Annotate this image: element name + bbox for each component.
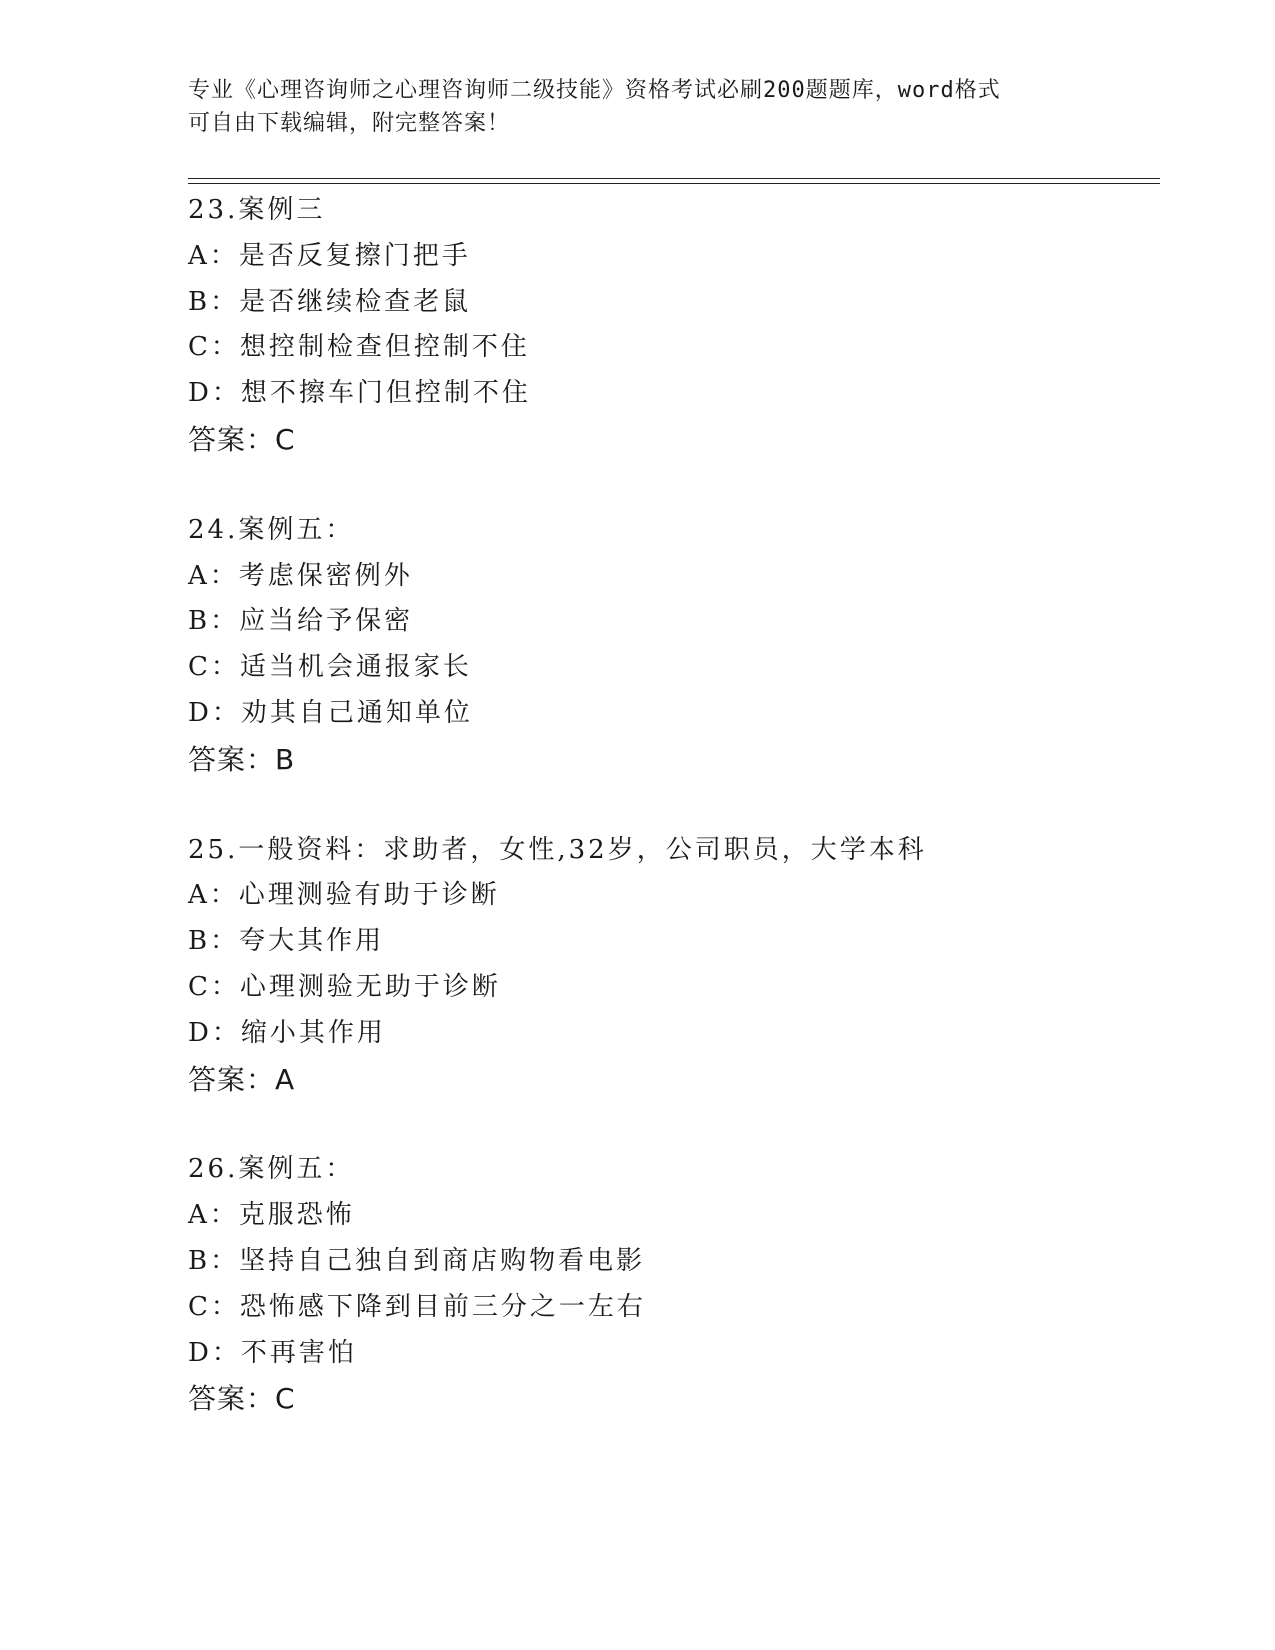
option-b: B：夸大其作用 [188, 926, 385, 957]
option-d: D：缩小其作用 [188, 1017, 386, 1048]
header-line-2: 可自由下载编辑，附完整答案！ [188, 111, 511, 136]
answer-label: 答案：C [188, 1382, 296, 1416]
option-d: D：不再害怕 [188, 1337, 357, 1368]
question-title: 25.一般资料：求助者，女性,32岁，公司职员，大学本科 [188, 834, 927, 865]
option-d: D：想不擦车门但控制不住 [188, 378, 531, 409]
question-list [188, 188, 1148, 1467]
option-b: B：应当给予保密 [188, 606, 414, 637]
option-c: C：恐怖感下降到目前三分之一左右 [188, 1291, 646, 1322]
answer-label: 答案：A [188, 1062, 296, 1096]
question-26 [188, 1147, 1148, 1422]
question-title: 23.案例三 [188, 195, 326, 225]
question-24 [188, 508, 1148, 783]
option-c: C：心理测验无助于诊断 [188, 971, 501, 1002]
option-a: A：是否反复擦门把手 [188, 240, 471, 271]
question-23 [188, 188, 1148, 463]
option-c: C：适当机会通报家长 [188, 652, 472, 683]
header-divider-top [188, 178, 1160, 179]
option-b: B：是否继续检查老鼠 [188, 286, 472, 317]
document-header [188, 74, 1088, 140]
option-c: C：想控制检查但控制不住 [188, 332, 530, 363]
answer-label: 答案：C [188, 422, 296, 456]
question-title: 26.案例五： [188, 1154, 355, 1185]
option-a: A：克服恐怖 [188, 1200, 355, 1231]
option-a: A：考虑保密例外 [188, 560, 413, 591]
option-d: D：劝其自己通知单位 [188, 697, 473, 728]
option-b: B：坚持自己独自到商店购物看电影 [188, 1245, 646, 1276]
answer-label: 答案：B [188, 742, 296, 776]
question-25 [188, 828, 1148, 1103]
question-title: 24.案例五： [188, 514, 355, 545]
header-divider-bottom [188, 183, 1160, 184]
option-a: A：心理测验有助于诊断 [188, 880, 500, 911]
header-line-1: 专业《心理咨询师之心理咨询师二级技能》资格考试必刷200题题库，word格式 [188, 78, 1001, 103]
